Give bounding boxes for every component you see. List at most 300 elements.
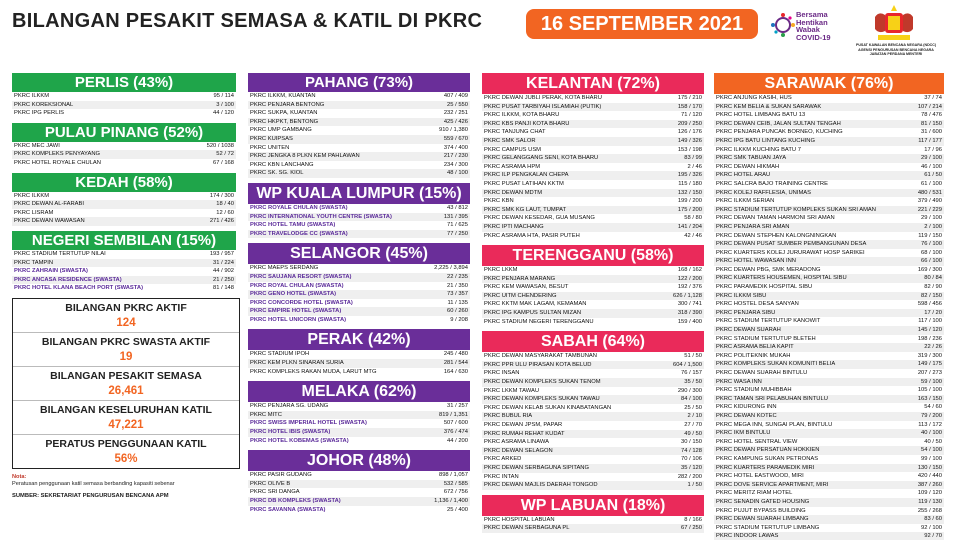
- facility-name: PKRC WASA INN: [716, 378, 762, 385]
- patients-beds-value: 245 / 480: [443, 351, 468, 358]
- facility-name: PKRC ILKKM, KUANTAN: [250, 93, 316, 99]
- table-row: [12, 284, 236, 293]
- patients-beds-value: 35 / 50: [684, 379, 702, 386]
- facility-name: PKRC STADIUM NEGERI TERENGGANU: [484, 318, 594, 325]
- patients-beds-value: 1,136 / 1,400: [434, 498, 468, 504]
- facility-name: PKRC BUBUL RIA: [484, 413, 533, 420]
- table-row: [12, 101, 236, 110]
- facility-name: PKRC ILKKM KUCHING BATU 7: [716, 146, 801, 153]
- table-row: [248, 471, 470, 480]
- patients-beds-value: 379 / 490: [917, 198, 942, 205]
- patients-beds-value: 43 / 812: [447, 204, 468, 211]
- patients-beds-value: 31 / 224: [213, 259, 234, 266]
- table-row: [482, 120, 704, 129]
- patients-beds-value: 207 / 273: [917, 370, 942, 376]
- patients-beds-value: 532 / 585: [443, 480, 468, 487]
- column-4: [714, 73, 944, 540]
- patients-beds-value: 22 / 26: [924, 344, 942, 351]
- patients-beds-value: 80 / 84: [924, 275, 942, 282]
- state-header: SARAWAK (76%): [714, 73, 944, 94]
- state-header: TERENGGANU (58%): [482, 245, 704, 266]
- table-row: [714, 128, 944, 137]
- facility-name: PKRC SMK SALOR: [484, 137, 536, 144]
- stat-label: BILANGAN KESELURUHAN KATIL: [40, 403, 212, 416]
- patients-beds-value: 169 / 300: [917, 266, 942, 273]
- table-row: [482, 275, 704, 284]
- facility-name: PKRC PPR ULU PIRASAN KOTA BELUD: [484, 361, 592, 368]
- facility-name: PKRC DEWAN SUARAH: [716, 327, 781, 334]
- table-row: [482, 223, 704, 232]
- facility-name: PKRC STADIUM TERTUTUP LIMBANG: [716, 524, 820, 531]
- facility-name: PKRC DEWAN WAWASAN: [14, 218, 85, 225]
- patients-beds-value: 37 / 74: [924, 95, 942, 101]
- facility-table: [12, 92, 236, 118]
- facility-name: PKRC GENO HOTEL (SWASTA): [250, 291, 337, 298]
- facility-name: PKRC PASIR GUDANG: [250, 472, 312, 479]
- patients-beds-value: 2,225 / 3,894: [434, 265, 468, 272]
- facility-name: PKRC POLITEKNIK MUKAH: [716, 352, 791, 359]
- facility-name: PKRC GELANGGANG SENI, KOTA BHARU: [484, 155, 599, 162]
- facility-name: PKRC KOLEJ RAFFLESIA, UNIMAS: [716, 189, 812, 196]
- patients-beds-value: 8 / 166: [684, 516, 702, 523]
- facility-name: PKRC DEWAN MASYARAKAT TAMBUNAN: [484, 353, 597, 360]
- patients-beds-value: 2 / 10: [687, 413, 702, 420]
- table-row: [482, 481, 704, 490]
- agency-line-3: JABATAN PERDANA MENTERI: [869, 52, 923, 57]
- patients-beds-value: 819 / 1,351: [438, 411, 468, 418]
- patients-beds-value: 520 / 1038: [206, 142, 234, 149]
- state-header: MELAKA (62%): [248, 381, 470, 402]
- facility-name: PKRC KUARTERS KOLEJ JURURAWAT HOSP SARIKEI: [716, 249, 865, 256]
- stat-label: BILANGAN PKRC SWASTA AKTIF: [41, 335, 211, 348]
- table-row: [248, 126, 470, 135]
- table-row: [248, 264, 470, 273]
- facility-name: PKRC ROYAL CHULAN (SWASTA): [250, 282, 344, 289]
- facility-name: PKRC DEWAN AL-FARABI: [14, 201, 85, 208]
- footnote: [12, 474, 236, 489]
- facility-name: PKRC DEWAN KOTEC: [716, 412, 777, 419]
- patients-beds-value: 559 / 670: [443, 135, 468, 142]
- patients-beds-value: 234 / 300: [443, 161, 468, 168]
- facility-name: PKRC SENADIN GATED HOUSING: [716, 498, 810, 505]
- stat-block: [13, 367, 239, 401]
- facility-name: PKRC ROYALE CHULAN (SWASTA): [250, 204, 348, 211]
- patients-beds-value: 44 / 902: [213, 268, 234, 275]
- agency-line-1: PUSAT KAWALAN BENCANA NEGARA (NDCC): [855, 43, 937, 47]
- table-row: [248, 488, 470, 497]
- patients-beds-value: 192 / 376: [677, 284, 702, 291]
- facility-name: PKRC PENJARA BENTONG: [250, 101, 325, 108]
- table-row: [12, 192, 236, 201]
- facility-name: PKRC KOMPLEKS PENYAYANG: [14, 151, 101, 158]
- facility-name: PKRC PARAMEDIK HOSPITAL SIBU: [716, 284, 813, 291]
- footnote-title: Nota:: [12, 473, 27, 480]
- table-row: [482, 412, 704, 421]
- patients-beds-value: 83 / 60: [924, 516, 942, 523]
- patients-beds-value: 78 / 476: [921, 112, 942, 119]
- table-row: [714, 532, 944, 540]
- state-section-negeri-sembilan: [12, 231, 236, 293]
- facility-name: PKRC KAMPUNG SUKAN PETRONAS: [716, 455, 819, 462]
- patients-beds-value: 31 / 257: [447, 403, 468, 410]
- table-row: [248, 480, 470, 489]
- facility-name: PKRC DEWAN SERBAGUNA PL: [484, 525, 570, 532]
- patients-beds-value: 46 / 100: [921, 163, 942, 170]
- table-row: [714, 352, 944, 361]
- patients-beds-value: 130 / 150: [917, 464, 942, 471]
- facility-name: PKRC KOREKSIONAL: [14, 101, 74, 108]
- stat-value: 26,461: [108, 384, 144, 397]
- state-header: WP LABUAN (18%): [482, 495, 704, 516]
- facility-name: PKRC HOTEL UNICORN (SWASTA): [250, 316, 347, 323]
- table-row: [714, 472, 944, 481]
- patients-beds-value: 82 / 150: [921, 292, 942, 299]
- patients-beds-value: 374 / 400: [443, 144, 468, 151]
- stat-value: 19: [119, 350, 133, 363]
- table-row: [12, 200, 236, 209]
- table-row: [482, 171, 704, 180]
- facility-name: PKRC PENJARA PUNCAK BORNEO, KUCHING: [716, 129, 843, 136]
- facility-name: PKRC PUJUT BYPASS BUILDING: [716, 507, 806, 514]
- table-row: [714, 309, 944, 318]
- facility-name: PKRC TANJUNG CHAT: [484, 129, 546, 136]
- table-row: [482, 137, 704, 146]
- patients-beds-value: 25 / 400: [447, 506, 468, 513]
- table-row: [482, 404, 704, 413]
- table-row: [248, 428, 470, 437]
- patients-beds-value: 598 / 456: [917, 301, 942, 308]
- table-row: [482, 197, 704, 206]
- facility-name: PKRC DEWAN JPSM, PAPAR: [484, 422, 563, 428]
- table-row: [482, 447, 704, 456]
- patients-beds-value: 54 / 100: [921, 447, 942, 454]
- facility-name: PKRC SAVANNA (SWASTA): [250, 506, 326, 513]
- stat-value: 47,221: [108, 418, 144, 431]
- patients-beds-value: 92 / 70: [924, 533, 942, 540]
- patients-beds-value: 76 / 157: [681, 370, 702, 377]
- facility-table: [482, 352, 704, 490]
- patients-beds-value: 74 / 128: [681, 447, 702, 454]
- patients-beds-value: 109 / 120: [917, 490, 942, 497]
- patients-beds-value: 113 / 172: [918, 421, 942, 428]
- table-row: [714, 163, 944, 172]
- facility-name: PKRC EMPIRE HOTEL (SWASTA): [250, 308, 342, 315]
- table-row: [12, 217, 236, 226]
- facility-name: PKRC KBN: [484, 198, 514, 205]
- state-header: SABAH (64%): [482, 331, 704, 352]
- table-row: [482, 163, 704, 172]
- facility-name: PKRC KOMPLEKS RAKAN MUDA, LARUT MTG: [250, 368, 377, 375]
- facility-name: PKRC MEGA INN, SUNGAI PLAN, BINTULU: [716, 421, 833, 428]
- facility-name: PKRC IPG KAMPUS SULTAN MIZAN: [484, 310, 582, 317]
- facility-name: PKRC ASRAMA HPM: [484, 163, 541, 170]
- table-row: [482, 309, 704, 318]
- patients-beds-value: 115 / 180: [678, 180, 702, 187]
- source-credit: SUMBER: SEKRETARIAT PENGURUSAN BENCANA APM: [12, 492, 169, 499]
- table-row: [714, 317, 944, 326]
- state-section-sabah: [482, 331, 704, 490]
- patients-beds-value: 95 / 114: [213, 93, 234, 99]
- table-row: [482, 464, 704, 473]
- facility-name: PKRC SMK TABUAN JAYA: [716, 155, 787, 162]
- table-row: [12, 109, 236, 118]
- facility-table: [248, 92, 470, 178]
- facility-name: PKRC SK. SG. KIOL: [250, 170, 304, 177]
- patients-beds-value: 217 / 230: [443, 153, 468, 160]
- patients-beds-value: 163 / 150: [917, 395, 942, 402]
- state-header: PERAK (42%): [248, 329, 470, 350]
- patients-beds-value: 11 / 135: [447, 299, 468, 306]
- table-row: [248, 118, 470, 127]
- table-row: [248, 307, 470, 316]
- facility-name: PKRC LKKM TAWAU: [484, 387, 540, 394]
- table-row: [248, 316, 470, 325]
- facility-name: PKRC IPG PERLIS: [14, 110, 64, 117]
- table-row: [714, 515, 944, 524]
- patients-beds-value: 67 / 168: [213, 159, 234, 166]
- facility-name: PKRC KUARTERS PARAMEDIK MIRI: [716, 464, 815, 471]
- patients-beds-value: 319 / 300: [917, 352, 942, 359]
- table-row: [714, 232, 944, 241]
- table-row: [12, 276, 236, 285]
- facility-name: PKRC CONCORDE HOTEL (SWASTA): [250, 299, 353, 306]
- facility-name: PKRC STADIUM TERTUTUP KANOWIT: [716, 318, 821, 325]
- facility-name: PKRC PENJARA SIBU: [716, 309, 776, 316]
- facility-name: PKRC KEM WAWASAN, BESUT: [484, 284, 569, 291]
- patients-beds-value: 209 / 250: [677, 120, 702, 127]
- table-row: [482, 206, 704, 215]
- patients-beds-value: 175 / 200: [677, 206, 702, 213]
- table-row: [714, 137, 944, 146]
- table-row: [482, 111, 704, 120]
- patients-beds-value: 604 / 1,500: [672, 361, 702, 368]
- patients-beds-value: 221 / 229: [917, 206, 942, 213]
- facility-name: PKRC STADIUM MUHIBBAH: [716, 387, 792, 394]
- facility-name: PKRC DOVE SERVICE APARTMENT, MIRI: [716, 481, 829, 488]
- table-row: [482, 361, 704, 370]
- table-row: [714, 481, 944, 490]
- facility-table: [248, 471, 470, 514]
- facility-name: PKRC ASRAMA BELIA KAPIT: [716, 344, 794, 351]
- table-row: [714, 206, 944, 215]
- table-row: [248, 437, 470, 446]
- table-row: [12, 250, 236, 259]
- table-row: [482, 292, 704, 301]
- facility-name: PKRC ILKKM: [14, 192, 50, 199]
- table-row: [248, 109, 470, 118]
- table-row: [248, 411, 470, 420]
- table-row: [482, 378, 704, 387]
- facility-name: PKRC KBN LANCHANG: [250, 161, 314, 168]
- facility-name: PKRC ILKKM, KOTA BHARU: [484, 112, 560, 119]
- table-row: [12, 259, 236, 268]
- patients-beds-value: 626 / 1,128: [672, 292, 702, 299]
- state-section-johor: [248, 450, 470, 514]
- facility-table: [248, 204, 470, 238]
- patients-beds-value: 131 / 395: [443, 213, 468, 220]
- facility-name: PKRC ZAHRAIN (SWASTA): [14, 268, 88, 275]
- patients-beds-value: 145 / 120: [917, 327, 942, 334]
- state-section-wp-labuan: [482, 495, 704, 533]
- patients-beds-value: 164 / 630: [443, 368, 468, 375]
- patients-beds-value: 117 / 177: [918, 137, 942, 144]
- table-row: [714, 403, 944, 412]
- patients-beds-value: 84 / 100: [681, 396, 702, 403]
- patients-beds-value: 73 / 357: [447, 291, 468, 298]
- table-row: [714, 498, 944, 507]
- facility-name: PKRC PUSAT TARBIYAH ISLAMIAH (PUTIK): [484, 103, 602, 110]
- patients-beds-value: 99 / 100: [921, 455, 942, 462]
- patients-beds-value: 25 / 550: [447, 101, 468, 108]
- table-row: [248, 135, 470, 144]
- facility-name: PKRC OLIVE B: [250, 480, 291, 487]
- patients-beds-value: 92 / 100: [921, 524, 942, 531]
- table-row: [714, 154, 944, 163]
- patients-beds-value: 58 / 80: [684, 215, 702, 222]
- table-row: [714, 429, 944, 438]
- patients-beds-value: 27 / 70: [684, 422, 702, 428]
- facility-name: PKRC DEWAN HIKMAH: [716, 163, 780, 170]
- table-row: [482, 516, 704, 525]
- facility-name: PKRC SRI DANGA: [250, 489, 300, 496]
- patients-beds-value: 199 / 200: [677, 198, 702, 205]
- table-row: [714, 300, 944, 309]
- facility-name: PKRC SUKPA, KUANTAN: [250, 110, 318, 117]
- facility-name: PKRC DEWAN SERBAGUNA SIPITANG: [484, 464, 590, 471]
- facility-name: PKRC KOMPLEKS SUKAN KOMUNITI BELIA: [716, 361, 836, 368]
- date-badge: 16 SEPTEMBER 2021: [526, 9, 758, 39]
- patients-beds-value: 105 / 100: [917, 387, 942, 394]
- patients-beds-value: 271 / 426: [209, 218, 234, 225]
- facility-name: PKRC CAMPUS USM: [484, 146, 542, 153]
- facility-name: PKRC HOTEL KOBEMAS (SWASTA): [250, 437, 349, 444]
- patients-beds-value: 281 / 544: [443, 360, 468, 367]
- campaign-line-4: COVID-19: [796, 32, 831, 42]
- table-row: [482, 94, 704, 103]
- patients-beds-value: 77 / 250: [447, 230, 468, 237]
- facility-table: [12, 192, 236, 226]
- state-header: WP KUALA LUMPUR (15%): [248, 183, 470, 204]
- table-row: [248, 273, 470, 282]
- table-row: [714, 438, 944, 447]
- facility-name: PKRC INDOOR LAWAS: [716, 533, 779, 540]
- table-row: [482, 300, 704, 309]
- facility-name: PKRC LISRAM: [14, 209, 54, 216]
- patients-beds-value: 83 / 99: [684, 155, 702, 162]
- facility-name: PKRC ARKED: [484, 456, 522, 463]
- facility-name: PKRC HOTEL IBIS (SWASTA): [250, 429, 331, 436]
- patients-beds-value: 71 / 120: [681, 112, 702, 119]
- facility-name: PKRC DEWAN SUARAH BINTULU: [716, 370, 808, 376]
- table-row: [714, 421, 944, 430]
- patients-beds-value: 122 / 200: [677, 275, 702, 282]
- table-row: [714, 386, 944, 395]
- table-row: [714, 283, 944, 292]
- table-row: [248, 350, 470, 359]
- facility-name: PKRC IPG BATU LINTANG KUCHING: [716, 137, 815, 144]
- table-row: [482, 214, 704, 223]
- table-row: [482, 395, 704, 404]
- patients-beds-value: 60 / 260: [447, 308, 468, 315]
- patients-beds-value: 54 / 60: [924, 404, 942, 411]
- patients-beds-value: 318 / 390: [677, 310, 702, 317]
- table-row: [714, 412, 944, 421]
- page-title: BILANGAN PESAKIT SEMASA & KATIL DI PKRC: [12, 10, 483, 32]
- facility-name: PKRC PENJARA MARANG: [484, 275, 556, 282]
- footnote-text: Peratusan penggunaan katil semasa berbanding kapasiti sebenar: [12, 481, 175, 488]
- campaign-line-1: Bersama: [796, 10, 828, 19]
- patients-beds-value: 76 / 100: [921, 241, 942, 248]
- state-section-kelantan: [482, 73, 704, 240]
- table-row: [714, 343, 944, 352]
- facility-name: PKRC PUSAT LATIHAN KKTM: [484, 180, 564, 187]
- patients-beds-value: 910 / 1,380: [438, 127, 468, 134]
- facility-name: PKRC IKM BINTULU: [716, 430, 771, 437]
- facility-name: PKRC HOTEL LIMBANG BATU 13: [716, 112, 806, 119]
- table-row: [714, 395, 944, 404]
- table-row: [248, 299, 470, 308]
- patients-beds-value: 898 / 1,057: [438, 472, 468, 479]
- table-row: [714, 524, 944, 533]
- facility-name: PKRC DEWAN KESEDAR, GUA MUSANG: [484, 215, 595, 222]
- virus-icon: [770, 12, 796, 38]
- patients-beds-value: 48 / 100: [447, 170, 468, 177]
- table-row: [482, 455, 704, 464]
- facility-name: PKRC ILKKM SIBU: [716, 292, 767, 299]
- facility-name: PKRC HOTEL TAMU (SWASTA): [250, 222, 336, 229]
- patients-beds-value: 51 / 50: [684, 353, 702, 360]
- table-row: [482, 283, 704, 292]
- campaign-line-2: Hentikan: [796, 17, 828, 27]
- state-section-sarawak: [714, 73, 944, 540]
- table-row: [714, 274, 944, 283]
- patients-beds-value: 52 / 72: [216, 151, 234, 158]
- patients-beds-value: 158 / 170: [677, 103, 702, 110]
- table-row: [482, 352, 704, 361]
- facility-name: PKRC KEM PLKN SINARAN SURIA: [250, 360, 344, 367]
- stat-value: 56%: [114, 452, 138, 465]
- patients-beds-value: 9 / 208: [450, 316, 468, 323]
- stat-label: BILANGAN PKRC AKTIF: [65, 301, 187, 314]
- patients-beds-value: 44 / 120: [213, 110, 234, 117]
- facility-table: [714, 94, 944, 540]
- facility-name: PKRC HOTEL ARAU: [716, 172, 771, 179]
- facility-table: [12, 142, 236, 168]
- stat-block: [13, 333, 239, 367]
- table-row: [248, 282, 470, 291]
- facility-name: PKRC INTAN: [484, 473, 519, 480]
- patients-beds-value: 17 / 20: [924, 309, 942, 316]
- facility-name: PKRC SALCRA BAJO TRAINING CENTRE: [716, 180, 828, 187]
- patients-beds-value: 81 / 148: [213, 285, 234, 292]
- patients-beds-value: 420 / 440: [917, 473, 942, 480]
- table-row: [714, 189, 944, 198]
- table-row: [714, 369, 944, 378]
- patients-beds-value: 81 / 150: [921, 120, 942, 127]
- table-row: [714, 223, 944, 232]
- table-row: [714, 455, 944, 464]
- table-row: [248, 101, 470, 110]
- patients-beds-value: 68 / 100: [921, 249, 942, 256]
- table-row: [482, 318, 704, 327]
- campaign-logo: [770, 8, 840, 42]
- patients-beds-value: 300 / 741: [677, 301, 702, 308]
- facility-name: PKRC ILP PENGKALAN CHEPA: [484, 172, 569, 179]
- facility-name: PKRC MEC JAWI: [14, 142, 60, 149]
- table-row: [482, 524, 704, 533]
- facility-name: PKRC DEWAN STEPHEN KALONGNINGKAN: [716, 232, 837, 239]
- state-header: KELANTAN (72%): [482, 73, 704, 94]
